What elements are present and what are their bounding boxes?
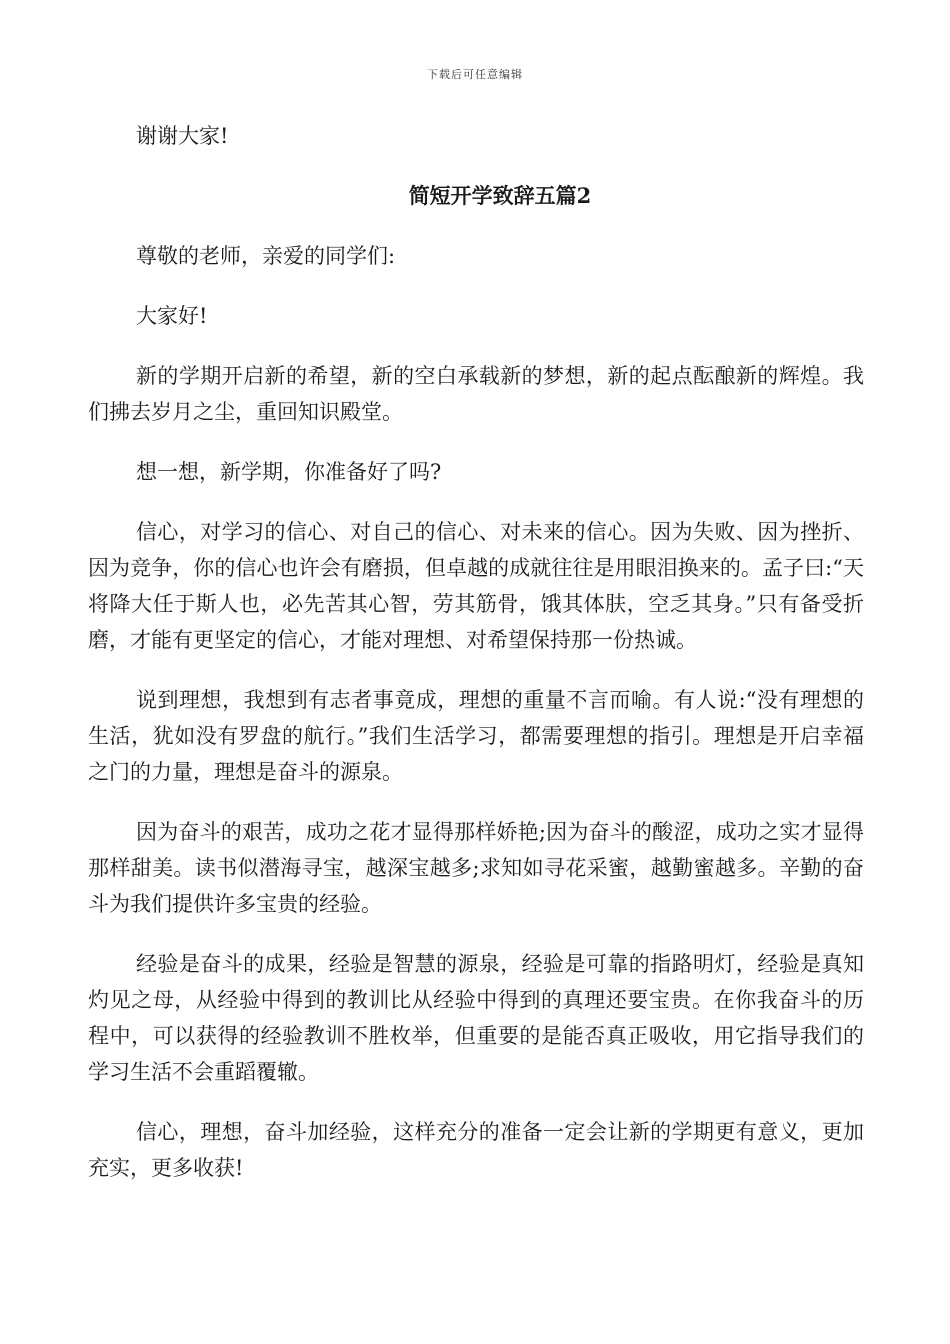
paragraph-salutation: 尊敬的老师，亲爱的同学们:	[136, 244, 396, 268]
section-title: 简短开学致辞五篇2	[408, 183, 592, 208]
header-note: 下载后可任意编辑	[427, 68, 523, 81]
paragraph: 说到理想，我想到有志者事竟成，理想的重量不言而喻。有人说:“没有理想的生活，犹如没有罗盘的航行。”我们生活学习，都需要理想的指引。理想是开启幸福之门的力量，理想是奋斗的源泉。	[88, 688, 864, 784]
closing-line: 谢谢大家!	[136, 124, 229, 148]
paragraph-greeting: 大家好!	[136, 304, 208, 328]
document-body	[88, 118, 864, 1210]
paragraph: 新的学期开启新的希望，新的空白承载新的梦想，新的起点酝酿新的辉煌。我们拂去岁月之尘，重回知识殿堂。	[88, 364, 864, 424]
paragraph: 想一想，新学期，你准备好了吗?	[136, 460, 442, 484]
paragraph: 因为奋斗的艰苦，成功之花才显得那样娇艳;因为奋斗的酸涩，成功之实才显得那样甜美。读书似潜海寻宝，越深宝越多;求知如寻花采蜜，越勤蜜越多。辛勤的奋斗为我们提供许多宝贵的经验。	[88, 820, 864, 916]
paragraph: 经验是奋斗的成果，经验是智慧的源泉，经验是可靠的指路明灯，经验是真知灼见之母，从经验中得到的教训比从经验中得到的真理还要宝贵。在你我奋斗的历程中，可以获得的经验教训不胜枚举，但重要的是能否真正吸收，用它指导我们的学习生活不会重蹈覆辙。	[88, 952, 864, 1084]
paragraph: 信心，理想，奋斗加经验，这样充分的准备一定会让新的学期更有意义，更加充实，更多收获!	[88, 1120, 864, 1180]
paragraph: 信心，对学习的信心、对自己的信心、对未来的信心。因为失败、因为挫折、因为竞争，你的信心也许会有磨损，但卓越的成就往往是用眼泪换来的。孟子曰:“天将降大任于斯人也，必先苦其心智，劳其筋骨，饿其体肤，空乏其身。”只有备受折磨，才能有更坚定的信心，才能对理想、对希望保持那一份热诚。	[88, 520, 864, 652]
